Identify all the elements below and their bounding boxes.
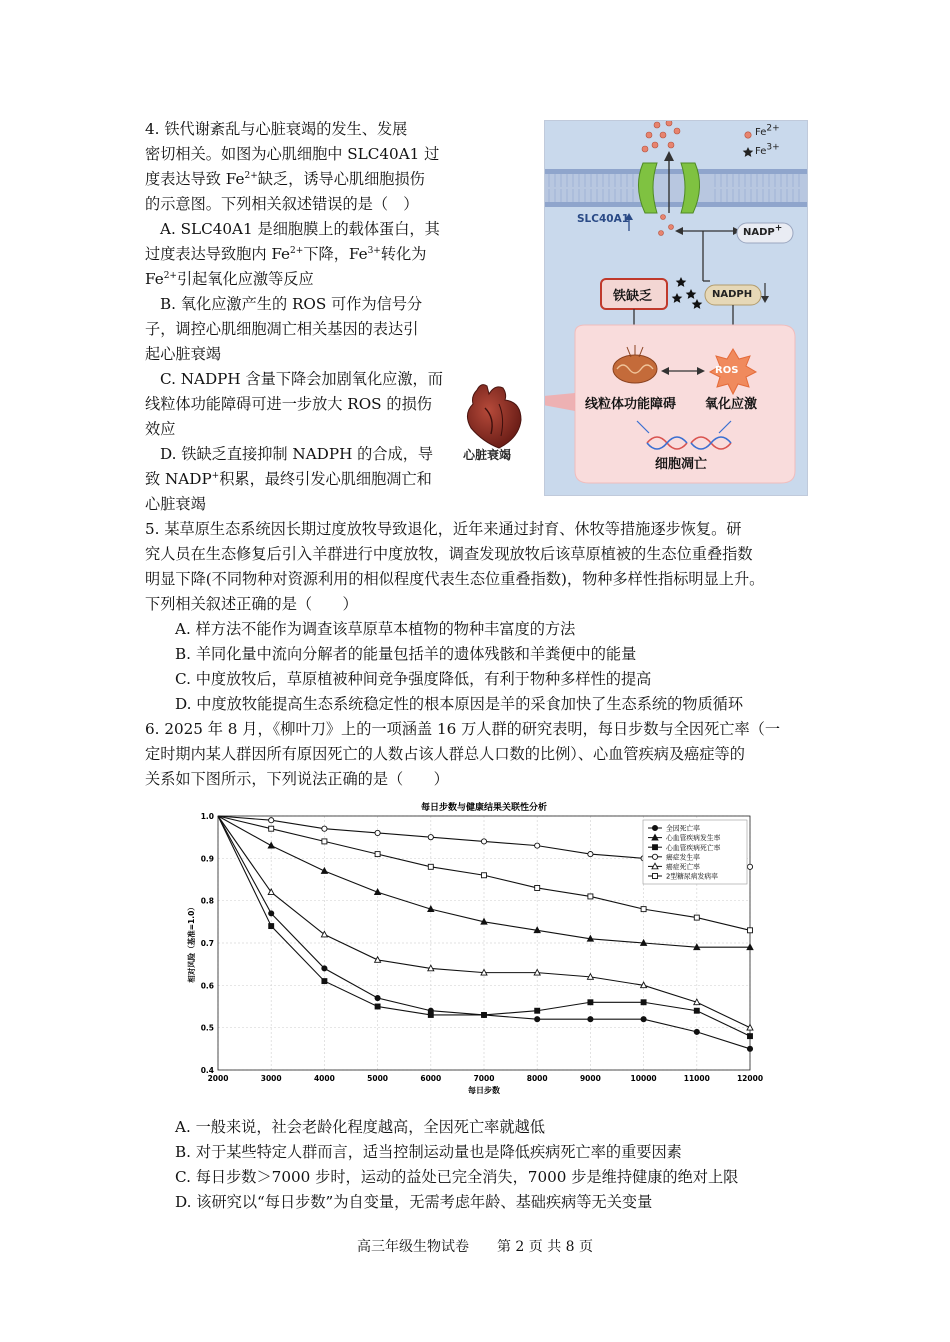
x-tick-label: 10000 bbox=[630, 1074, 657, 1083]
data-point bbox=[747, 1046, 752, 1051]
x-tick-label: 2000 bbox=[207, 1074, 229, 1083]
x-tick-label: 3000 bbox=[260, 1074, 282, 1083]
data-point bbox=[375, 830, 380, 835]
q4-line: 过度表达导致胞内 $Fe^{2+}$下降，$Fe^{3+}$转化为 bbox=[145, 245, 427, 263]
diagram-graphics bbox=[545, 121, 807, 495]
q4-line: 致 NADP+积累，最终引发心肌细胞凋亡和 bbox=[145, 470, 432, 488]
legend-entry: 心血管疾病发生率 bbox=[666, 834, 721, 843]
y-tick-label: 0.8 bbox=[200, 896, 214, 906]
q5-line: 究人员在生态修复后引入羊群进行中度放牧，调查发现放牧后该草原植被的生态位重叠指数 bbox=[145, 545, 753, 563]
q5-option-b: B. 羊同化量中流向分解者的能量包括羊的遗体残骸和羊粪便中的能量 bbox=[175, 645, 637, 663]
data-point bbox=[482, 1012, 487, 1017]
q5-line: 明显下降(不同物种对资源利用的相似程度代表生态位重叠指数)，物种多样性指标明显上升。 bbox=[145, 570, 765, 588]
q4-line: 起心脏衰竭 bbox=[145, 345, 221, 363]
data-point bbox=[375, 852, 380, 857]
q5-option-a: A. 样方法不能作为调查该草原草本植物的物种丰富度的方法 bbox=[175, 620, 576, 638]
data-point bbox=[588, 1017, 593, 1022]
data-point bbox=[747, 864, 752, 869]
data-point bbox=[269, 826, 274, 831]
q4-line: $Fe^{2+}$引起氧化应激等反应 bbox=[145, 270, 314, 288]
x-tick-label: 4000 bbox=[313, 1074, 335, 1083]
y-tick-label: 1.0 bbox=[200, 812, 214, 821]
data-point bbox=[375, 1004, 380, 1009]
q4-line: 的示意图。下列相关叙述错误的是（ ） bbox=[145, 195, 419, 213]
legend-entry: 心血管疾病死亡率 bbox=[666, 843, 721, 852]
data-point bbox=[694, 1029, 699, 1034]
nadp-label: NADP+ bbox=[743, 223, 783, 238]
data-point bbox=[481, 839, 486, 844]
data-point bbox=[535, 843, 540, 848]
x-tick-label: 7000 bbox=[473, 1074, 495, 1083]
slc40a1-label: SLC40A1 bbox=[577, 213, 630, 225]
data-point bbox=[535, 1017, 540, 1022]
data-point bbox=[641, 907, 646, 912]
q6-line: 定时期内某人群因所有原因死亡的人数占该人群总人口数的比例）、心血管疾病及癌症等的 bbox=[145, 745, 745, 763]
y-axis-label: 相对风险（基准=1.0） bbox=[187, 903, 196, 983]
data-point bbox=[428, 1012, 433, 1017]
mito-dysfunction-label: 线粒体功能障碍 bbox=[585, 397, 677, 412]
q4-line: 密切相关。如图为心肌细胞中 SLC40A1 过 bbox=[145, 145, 440, 163]
q4-option-d: D. 铁缺乏直接抑制 NADPH 的合成，导 bbox=[160, 445, 434, 463]
data-point bbox=[322, 826, 327, 831]
q4-line: 度表达导致 $Fe^{2+}$缺乏，诱导心肌细胞损伤 bbox=[145, 170, 425, 188]
legend-entry: 癌症发生率 bbox=[666, 853, 700, 862]
q6-line: 6. 2025 年 8 月，《柳叶刀》上的一项涵盖 16 万人群的研究表明，每日步数与全因死亡率（一 bbox=[145, 720, 781, 738]
nadph-label: NADPH bbox=[712, 289, 753, 300]
q4-line: 4. 铁代谢紊乱与心脏衰竭的发生、发展 bbox=[145, 120, 408, 138]
q4-option-a: A. SLC40A1 是细胞膜上的载体蛋白，其 bbox=[160, 220, 440, 238]
y-tick-label: 0.4 bbox=[200, 1066, 214, 1075]
legend-marker bbox=[652, 825, 657, 830]
x-axis-label: 每日步数 bbox=[468, 1086, 500, 1095]
y-tick-label: 0.7 bbox=[200, 939, 214, 948]
heart-failure-label: 心脏衰竭 bbox=[463, 448, 512, 462]
data-point bbox=[428, 864, 433, 869]
chart-title: 每日步数与健康结果关联性分析 bbox=[420, 803, 548, 813]
data-point bbox=[269, 818, 274, 823]
legend-entry: 2型糖尿病发病率 bbox=[666, 872, 718, 881]
data-point bbox=[482, 873, 487, 878]
data-point bbox=[748, 1034, 753, 1039]
legend-entry: 癌症死亡率 bbox=[666, 863, 700, 871]
ros-label: ROS bbox=[715, 365, 739, 376]
heart-failure-figure bbox=[455, 378, 535, 468]
oxidative-stress-label: 氧化应激 bbox=[705, 397, 758, 412]
q4-line: 效应 bbox=[145, 420, 176, 438]
q4-line: 线粒体功能障碍可进一步放大 ROS 的损伤 bbox=[145, 395, 432, 413]
x-tick-label: 12000 bbox=[736, 1074, 764, 1083]
data-point bbox=[535, 1008, 540, 1013]
q5-option-c: C. 中度放牧后，草原植被种间竞争强度降低，有利于物种多样性的提高 bbox=[175, 670, 652, 688]
x-tick-label: 11000 bbox=[683, 1074, 710, 1083]
data-point bbox=[268, 842, 274, 848]
q4-line: 心脏衰竭 bbox=[145, 495, 206, 513]
legend-marker bbox=[653, 845, 658, 850]
q4-line: 子，调控心肌细胞凋亡相关基因的表达引 bbox=[145, 320, 419, 338]
legend-entry: 全因死亡率 bbox=[666, 824, 700, 833]
x-tick-label: 8000 bbox=[526, 1074, 548, 1083]
q6-option-a: A. 一般来说，社会老龄化程度越高，全因死亡率就越低 bbox=[175, 1118, 545, 1136]
q5-line: 下列相关叙述正确的是（ ） bbox=[145, 595, 358, 613]
data-point bbox=[322, 966, 327, 971]
q6-option-d: D. 该研究以“每日步数”为自变量，无需考虑年龄、基础疾病等无关变量 bbox=[175, 1193, 653, 1211]
q6-option-b: B. 对于某些特定人群而言，适当控制运动量也是降低疾病死亡率的重要因素 bbox=[175, 1143, 682, 1161]
chart-svg bbox=[185, 800, 765, 1098]
data-point bbox=[269, 911, 274, 916]
data-point bbox=[588, 894, 593, 899]
data-point bbox=[694, 1008, 699, 1013]
data-point bbox=[694, 915, 699, 920]
data-point bbox=[322, 979, 327, 984]
data-point bbox=[375, 995, 380, 1000]
data-point bbox=[641, 1017, 646, 1022]
x-tick-label: 6000 bbox=[420, 1074, 442, 1083]
y-tick-label: 0.6 bbox=[200, 981, 214, 991]
data-point bbox=[322, 839, 327, 844]
legend-fe2: $Fe^{2+}$ bbox=[755, 123, 780, 138]
legend-marker bbox=[652, 854, 657, 859]
legend-fe3: $Fe^{3+}$ bbox=[755, 142, 780, 157]
q5-line: 5. 某草原生态系统因长期过度放牧导致退化，近年来通过封育、休牧等措施逐步恢复。研 bbox=[145, 520, 742, 538]
q4-diagram bbox=[544, 120, 808, 496]
data-point bbox=[428, 835, 433, 840]
q6-line: 关系如下图所示，下列说法正确的是（ ） bbox=[145, 770, 449, 788]
q5-option-d: D. 中度放牧能提高生态系统稳定性的根本原因是羊的采食加快了生态系统的物质循环 bbox=[175, 695, 744, 713]
q4-option-b: B. 氧化应激产生的 ROS 可作为信号分 bbox=[160, 295, 423, 313]
q4-option-c: C. NADPH 含量下降会加剧氧化应激，而 bbox=[160, 370, 443, 388]
data-point bbox=[269, 924, 274, 929]
apoptosis-label: 细胞凋亡 bbox=[655, 457, 708, 472]
legend-marker bbox=[653, 874, 658, 879]
data-point bbox=[588, 1000, 593, 1005]
iron-deficiency-label: 铁缺乏 bbox=[613, 289, 653, 304]
data-point bbox=[588, 852, 593, 857]
data-point bbox=[748, 928, 753, 933]
data-point bbox=[535, 885, 540, 890]
x-tick-label: 5000 bbox=[367, 1074, 389, 1083]
x-tick-label: 9000 bbox=[579, 1074, 601, 1083]
page-footer: 高三年级生物试卷 第 2 页 共 8 页 bbox=[356, 1239, 594, 1255]
y-tick-label: 0.5 bbox=[200, 1023, 214, 1033]
y-tick-label: 0.9 bbox=[200, 854, 214, 864]
q6-option-c: C. 每日步数＞7000 步时，运动的益处已完全消失，7000 步是维持健康的绝对上限 bbox=[175, 1168, 739, 1186]
steps-health-chart bbox=[185, 800, 765, 1098]
data-point bbox=[641, 1000, 646, 1005]
